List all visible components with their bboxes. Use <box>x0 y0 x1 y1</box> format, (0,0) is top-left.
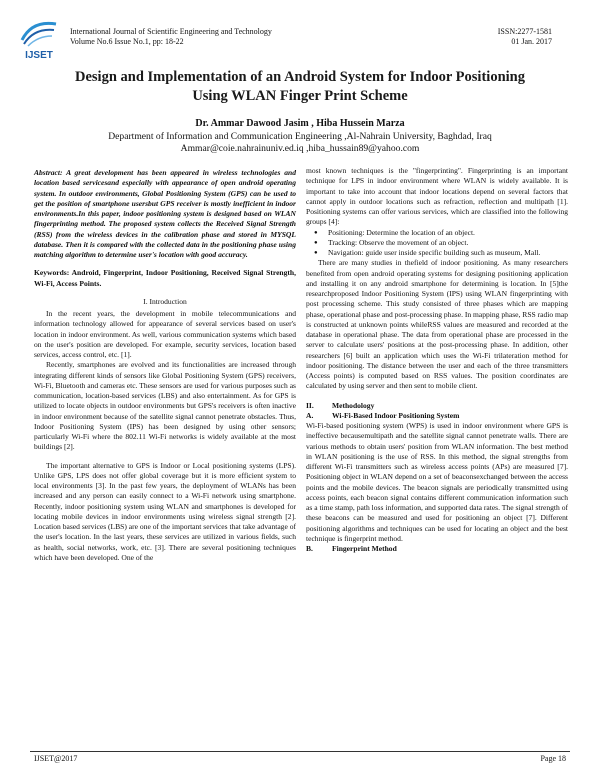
issn: ISSN:2277-1581 <box>497 27 552 36</box>
authors: Dr. Ammar Dawood Jasim , Hiba Hussein Marza <box>195 118 405 129</box>
journal-logo <box>18 16 60 62</box>
subsection-b-heading: B. Fingerprint Method <box>306 544 397 553</box>
intro-paragraph-2: Recently, smartphones are evolved and its functionalities are increased through integrating different kinds of sensors like Global Positioning System (GPS) receivers, Wi-Fi, Bluetooth and cameras etc. These sensors are used for various purposes such as communication, location-based services (LBS) and also entertainment. As for GPS is utilized to locate objects in outdoor environments but GPS's receivers is often inactive in indoor environment because of the satellite signal cannot penetrate obstacles. Thus, Indoor Positioning System (IPS) has been designed by using other sensors; particularly Wi-Fi where the 802.11 Wi-Fi networks is widely available at the most buildings [2]. <box>34 360 296 452</box>
affiliation: Department of Information and Communication Engineering ,Al-Nahrain University, Baghdad, Iraq <box>108 131 492 142</box>
right-paragraph-1: most known techniques is the "fingerprinting". Fingerprinting is an important technique for LPS in indoor environment where WLAN is widely available. It is important to take into account that indoor locations depend on several factors that cannot apply in outdoor locations such as refraction, reflection and multipath [1]. Positioning systems can offer various services, which are classified into the following groups [4]: <box>306 166 568 227</box>
author-emails: Ammar@coie.nahrainuniv.ed.iq ,hiba_hussain89@yahoo.com <box>180 143 420 154</box>
abstract: Abstract: A great development has been appeared in wireless technologies and location based servicesand especially with appearance of open android operating system. In outdoor environments, Global Positioning System (GPS) can be used to get the position of smartphone usersbut GPS receiver is mostly inefficient in indoor environments.In this paper, indoor positioning system is designed based on WLAN fingerprinting method. The proposed system collects the Received Signal Strength (RSS) from the wireless devices in the calibration phase and stored in MYSQL database. Then it is compared with the collected data in the positioning phase using matching algorithm to determine user's location with good accuracy. <box>34 168 296 259</box>
methodology-heading: II. Methodology <box>306 400 375 410</box>
left-column <box>34 168 296 563</box>
paper-title <box>40 68 560 106</box>
title-line-1: Design and Implementation of an Android System for Indoor Positioning <box>75 69 525 85</box>
footer-copyright: IJSET@2017 <box>34 754 78 763</box>
right-paragraph-2: There are many studies in thefield of indoor positioning. As many researchers benefited from open android operating systems for designing positioning application and installing it on any android smartphone for determining is location. In [5]the researchproposed Indoor Positioning System (IPS) using WLAN fingerprinting with post processing scheme. This study consisted of three phases which are mapping phase, operational phase and post-processing phase. In mapping phase, RSS radio map is constructed at unknown points whileRSS values are measured and recorded at the database in operational phase. The data from operational phase are processed in the server to calculate users' positions at the post-processing phase. In addition, other researchers [6] built an application which uses the Wi-Fi trilateration method for indoor positioning. The distance between the user and each of the three transmitters (Access points) is computed based on RSS values. The position coordinates are calculated by using server and then sent to mobile client. <box>306 258 568 391</box>
subsection-a-heading: A. Wi-Fi-Based Indoor Positioning System <box>306 410 460 420</box>
svg-text:IJSET: IJSET <box>25 50 53 61</box>
list-item: ● Navigation: guide user inside specific building such as museum, Mall. <box>328 248 568 258</box>
ijset-logo-icon <box>18 16 60 62</box>
journal-name: International Journal of Scientific Engineering and Technology <box>70 27 272 36</box>
introduction-heading: I. Introduction <box>143 296 187 306</box>
services-list <box>306 228 568 259</box>
list-item: ● Tracking: Observe the movement of an object. <box>328 238 568 248</box>
title-line-2: Using WLAN Finger Print Scheme <box>192 88 408 104</box>
affiliation-block <box>30 131 570 155</box>
intro-paragraph-3: The important alternative to GPS is Indoor or Local positioning systems (LPS). Unlike GPS, LPS does not offer global coverage but it is more efficient system to local environments [3]. In the past few years, the deployment of WLANs has been increased and any person can easily connect to a Wi-Fi network using smartphone. Recently, indoor positioning system using WLAN and smartphones is developed for locating mobile devices in indoor environments using wireless signal strength [2]. Location based services (LBS) are one of the important services that take advantage of the user's location. In the last years, these services are utilized in various fields, such as health, social networks, work, etc. [3]. There are several positioning techniques which have been developed. One of the <box>34 460 296 562</box>
right-column <box>306 166 568 554</box>
footer-rule <box>30 751 570 752</box>
list-item: ● Positioning: Determine the location of an object. <box>328 228 568 238</box>
issue-date: 01 Jan. 2017 <box>511 37 552 46</box>
intro-paragraph-1: In the recent years, the development in mobile telecommunications and information technology allowed for appearance of several services based on user's location in indoor environment. As well, various communication systems which based on the user's position are developed. For example, security services, location based services, access control, etc. [1]. <box>34 309 296 359</box>
volume-info: Volume No.6 Issue No.1, pp: 18-22 <box>70 37 184 46</box>
right-paragraph-3: Wi-Fi-based positioning system (WPS) is used in indoor environment where GPS is ineffective becausemultipath and the satellite signal cannot penetrate walls. There are various methods to obtain users' position from WLAN information. The best method in WLAN positioning is the use of RSS. In this method, the signal strengths from different Wi-Fi transmitters such as wireless access points (APs) are measured [7]. Positioning object in WLAN depend on a set of beaconsexchanged between the access points and the mobile devices. The beacon signals are periodically transmitted using access points, each beacon signal contains different communication information such as a time stamp, path loss information, and supported data rates. The signal strength of these beacons can be measured and used for positioning an object [7]. Different positioning algorithms and techniques can be used for locating an object and the best technique is fingerprint method. <box>306 421 568 543</box>
page-number: Page 18 <box>540 754 566 763</box>
keywords: Keywords: Android, Fingerprint, Indoor Positioning, Received Signal Strength, Wi-Fi, Access Points. <box>34 268 296 288</box>
